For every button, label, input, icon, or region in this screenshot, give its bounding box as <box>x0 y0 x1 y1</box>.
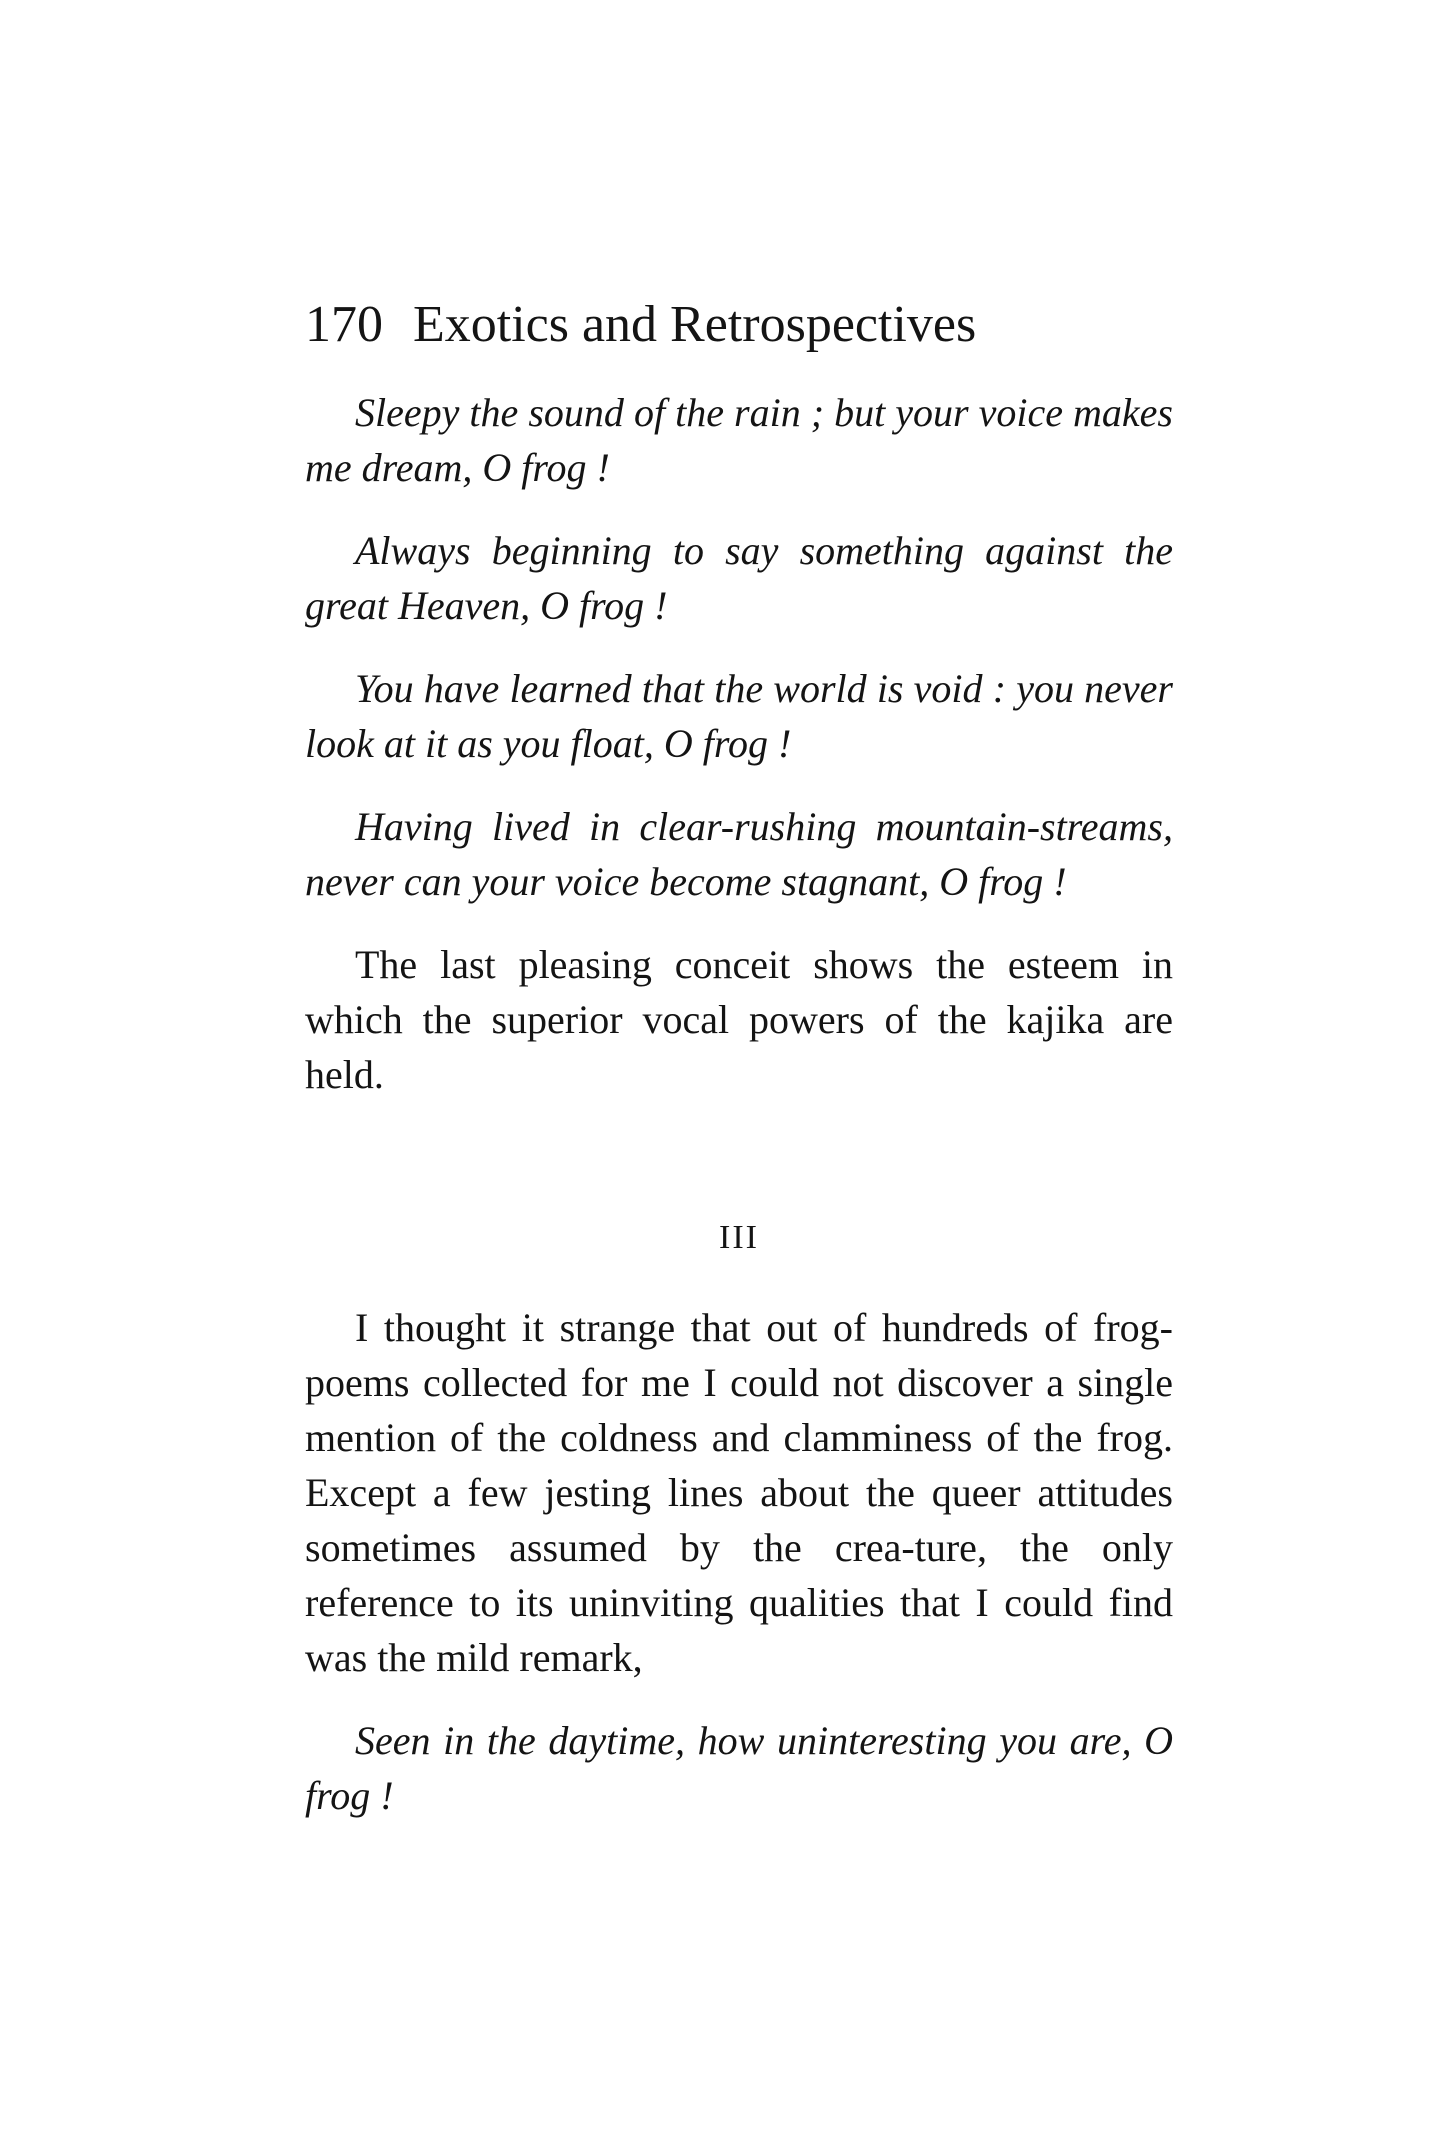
verse-daytime: Seen in the daytime, how uninteresting you are, O frog ! <box>305 1718 1173 1818</box>
paragraph-kajika: The last pleasing conceit shows the esteem in which the superior vocal powers of the kajika are held. <box>305 942 1173 1097</box>
page-number: 170 <box>305 296 383 353</box>
verse-2: Always beginning to say something against the great Heaven, O frog ! <box>305 528 1173 628</box>
verse-1: Sleepy the sound of the rain ; but your voice makes me dream, O frog ! <box>305 390 1173 490</box>
verse-3: You have learned that the world is void : you never look at it as you float, O frog ! <box>305 666 1173 766</box>
verse-block-top <box>305 385 1173 1102</box>
page-header <box>305 290 1173 360</box>
paragraph-frog-poems: I thought it strange that out of hundreds of frog-poems collected for me I could not discover a single mention of the coldness and clamminess of the frog. Except a few jesting lines about the queer attitudes sometimes assumed by the crea-ture, the only reference to its uninviting qualities that I could find was the mild remark, <box>305 1305 1173 1680</box>
verse-4: Having lived in clear-rushing mountain-streams, never can your voice become stagnant, O frog ! <box>305 804 1173 904</box>
body-block-bottom <box>305 1300 1173 1823</box>
section-heading: III <box>719 1219 759 1256</box>
running-title: Exotics and Retrospectives <box>413 296 977 353</box>
